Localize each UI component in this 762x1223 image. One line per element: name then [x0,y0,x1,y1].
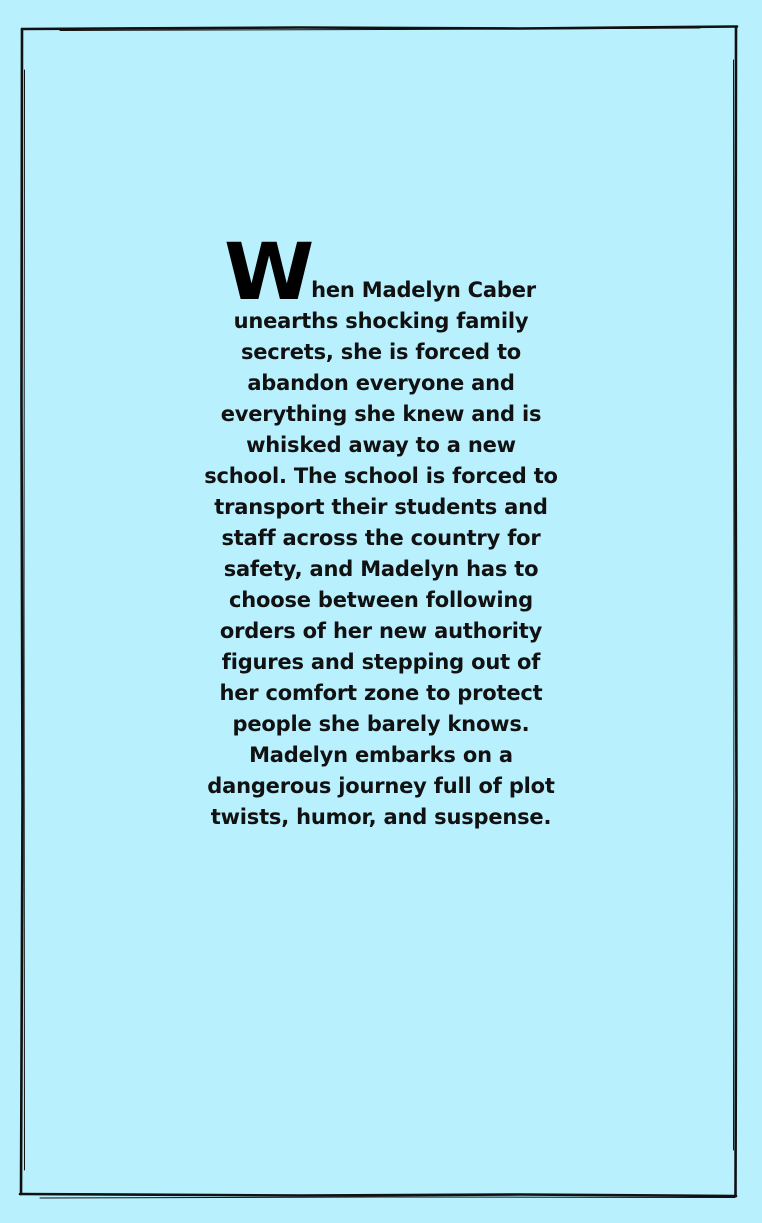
blurb-line: her comfort zone to protect [219,681,543,705]
blurb-line: whisked away to a new [246,433,516,457]
book-blurb [195,228,567,833]
blurb-line: transport their students and [214,495,548,519]
blurb-line: abandon everyone and [247,371,515,395]
blurb-line: safety, and Madelyn has to [223,557,539,581]
blurb-first-line-text: hen Madelyn Caber [311,278,536,302]
blurb-line: school. The school is forced to [204,464,558,488]
blurb-first-line [195,228,567,318]
blurb-line: people she barely knows. [232,712,530,736]
blurb-line: figures and stepping out of [221,650,541,674]
blurb-line: Madelyn embarks on a [249,743,513,767]
blurb-line: unearths shocking family [233,309,529,333]
blurb-line: secrets, she is forced to [240,340,522,364]
blurb-line: twists, humor, and suspense. [210,805,552,829]
blurb-line: orders of her new authority [219,619,543,643]
blurb-line: choose between following [229,588,533,612]
blurb-line: dangerous journey full of plot [207,774,555,798]
blurb-line: staff across the country for [221,526,541,550]
drop-cap-letter: W [224,228,311,318]
blurb-line: everything she knew and is [220,402,542,426]
